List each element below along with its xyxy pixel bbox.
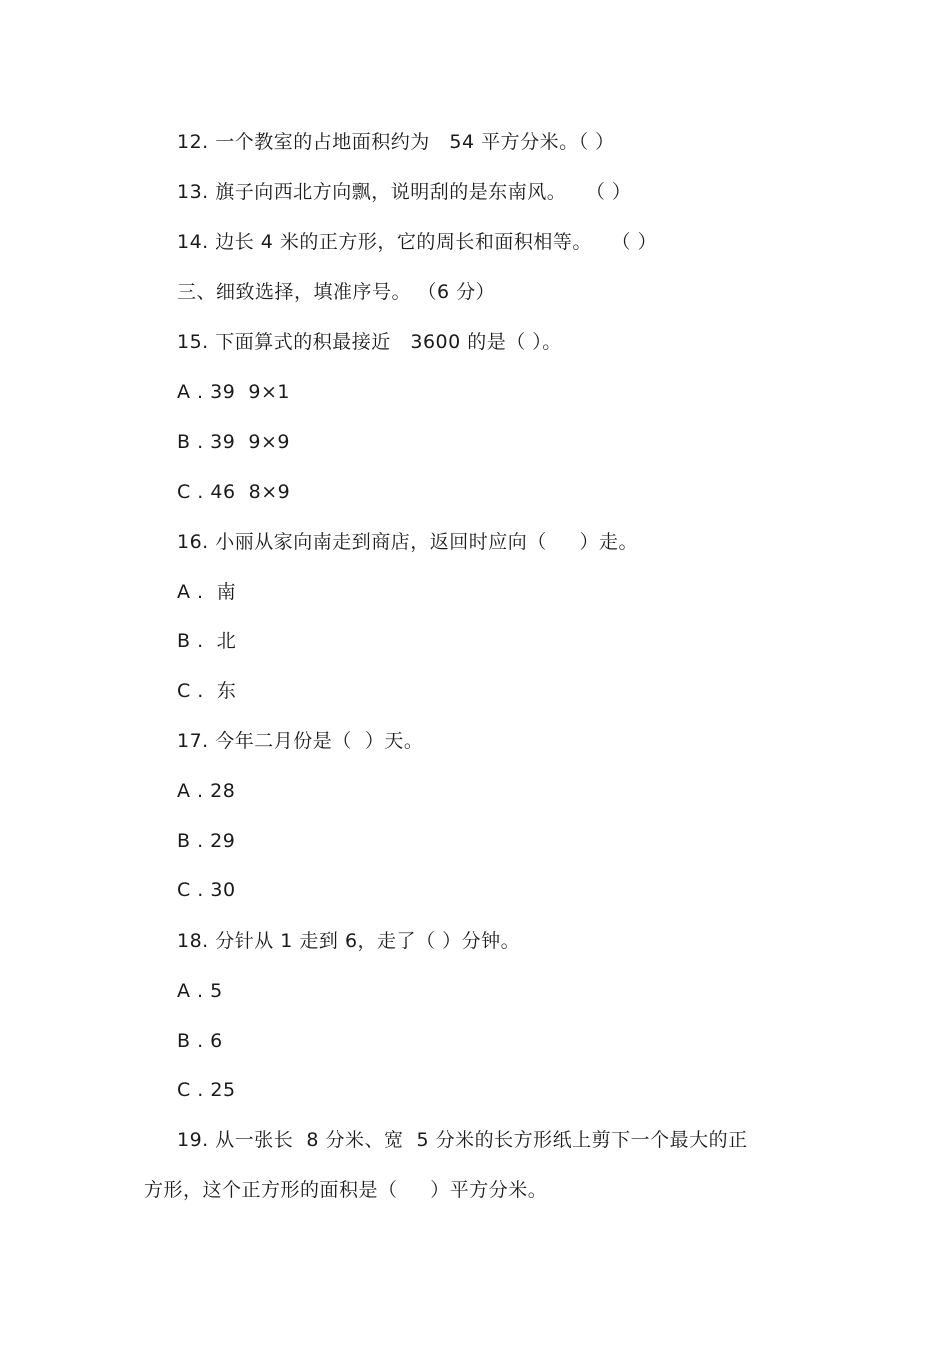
q16-option-c: C . 东 xyxy=(177,680,237,702)
question-15: 15. 下面算式的积最接近 3600 的是（ ）。 xyxy=(177,331,562,353)
question-13: 13. 旗子向西北方向飘，说明刮的是东南风。 （ ） xyxy=(177,181,632,203)
q17-option-c: C . 30 xyxy=(177,879,236,901)
question-18: 18. 分针从 1 走到 6，走了（ ）分钟。 xyxy=(177,930,521,952)
question-19: 19. 从一张长 8 分米、宽 5 分米的长方形纸上剪下一个最大的正 xyxy=(177,1129,748,1151)
q15-option-a: A . 39 9×1 xyxy=(177,381,290,403)
q17-option-b: B . 29 xyxy=(177,830,236,852)
question-19-continued: 方形，这个正方形的面积是（ ）平方分米。 xyxy=(144,1179,548,1201)
q18-option-b: B . 6 xyxy=(177,1030,223,1052)
question-17: 17. 今年二月份是（ ）天。 xyxy=(177,730,424,752)
q16-option-b: B . 北 xyxy=(177,630,237,652)
q18-option-c: C . 25 xyxy=(177,1079,236,1101)
q16-option-a: A . 南 xyxy=(177,581,237,603)
question-16: 16. 小丽从家向南走到商店，返回时应向（ ）走。 xyxy=(177,531,638,553)
q15-option-c: C . 46 8×9 xyxy=(177,481,291,503)
question-12: 12. 一个教室的占地面积约为 54 平方分米。（ ） xyxy=(177,131,615,153)
q17-option-a: A . 28 xyxy=(177,780,236,802)
q18-option-a: A . 5 xyxy=(177,980,223,1002)
section-three-heading: 三、细致选择，填准序号。 （6 分） xyxy=(177,281,496,303)
question-14: 14. 边长 4 米的正方形，它的周长和面积相等。 （ ） xyxy=(177,231,658,253)
q15-option-b: B . 39 9×9 xyxy=(177,431,291,453)
